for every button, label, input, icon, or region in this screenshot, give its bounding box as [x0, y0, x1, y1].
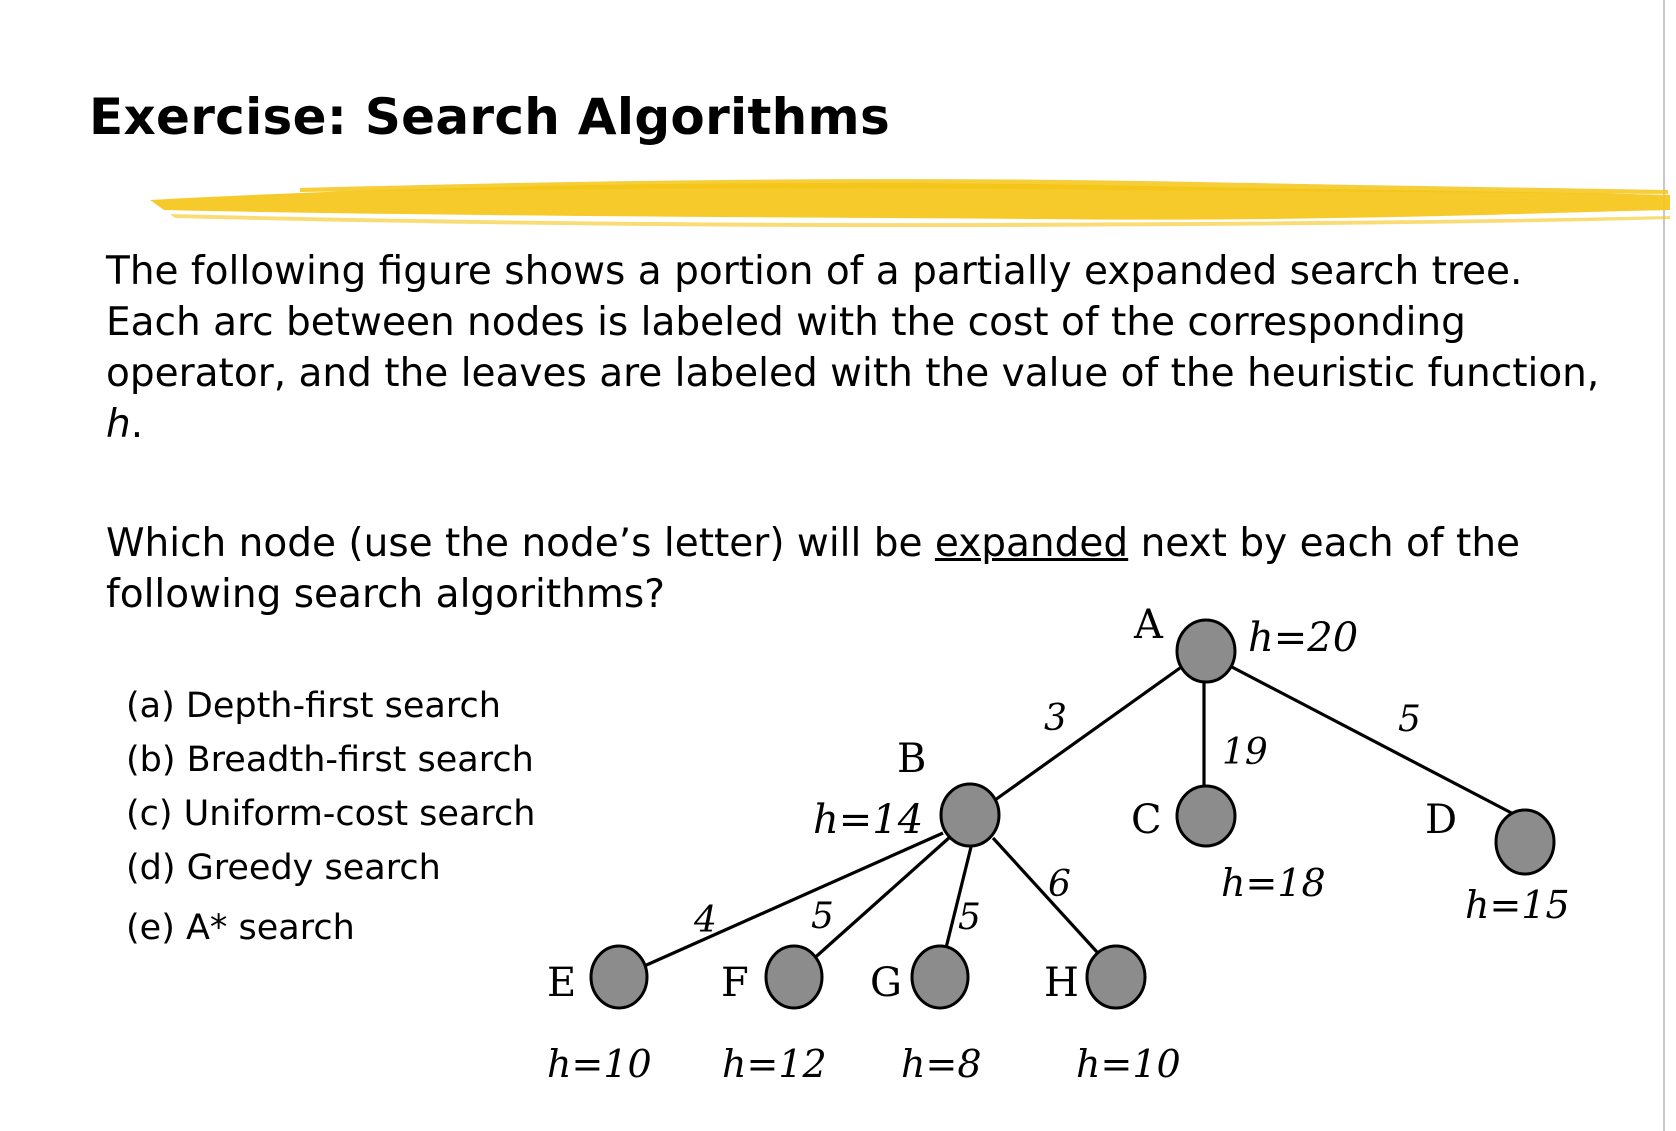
edge-b-h-cost: 6: [1048, 864, 1071, 905]
node-b-circle: [941, 784, 999, 846]
edge-b-f-cost: 5: [811, 896, 834, 937]
node-h-heuristic: h=10: [1076, 1042, 1181, 1086]
edge-a-d-cost: 5: [1398, 699, 1421, 740]
node-d-heuristic: h=15: [1465, 883, 1570, 927]
node-e-label: E: [547, 960, 577, 1006]
node-f-label: F: [721, 960, 749, 1006]
expanded-underlined-word: expanded: [934, 521, 1129, 566]
question-line-2: following search algorithms?: [106, 572, 665, 617]
node-e-heuristic: h=10: [547, 1042, 652, 1086]
question-suffix: next by each of the: [1128, 521, 1521, 566]
edge-a-b-cost: 3: [1044, 698, 1067, 739]
heuristic-symbol: h: [106, 402, 131, 447]
option-uniform-cost: (c) Uniform-cost search: [126, 794, 536, 834]
node-c-heuristic: h=18: [1221, 861, 1326, 905]
option-greedy: (d) Greedy search: [126, 848, 441, 888]
node-e-circle: [591, 946, 647, 1008]
option-breadth-first: (b) Breadth-first search: [126, 740, 534, 780]
option-a-star: (e) A* search: [126, 908, 355, 948]
intro-period: .: [130, 402, 144, 447]
node-g-heuristic: h=8: [901, 1042, 982, 1086]
option-depth-first: (a) Depth-first search: [126, 686, 501, 726]
question-prefix: Which node (use the node’s letter) will be: [106, 521, 935, 566]
node-f-heuristic: h=12: [722, 1042, 827, 1086]
intro-line-3: operator, and the leaves are labeled with the value of the heuristic function,: [106, 351, 1600, 396]
node-a-heuristic: h=20: [1248, 615, 1359, 661]
node-c-circle: [1177, 786, 1235, 846]
edge-a-d: [1230, 666, 1525, 820]
node-b-label: B: [897, 736, 927, 782]
slide-title: Exercise: Search Algorithms: [89, 88, 891, 146]
edge-b-g-cost: 5: [958, 897, 981, 938]
node-b-heuristic: h=14: [813, 797, 924, 843]
node-c-label: C: [1131, 797, 1162, 843]
intro-line-1: The following figure shows a portion of a partially expanded search tree.: [106, 249, 1523, 294]
node-a-label: A: [1134, 602, 1163, 648]
node-d-label: D: [1425, 797, 1458, 843]
node-a-circle: [1177, 620, 1235, 682]
node-g-circle: [912, 946, 968, 1008]
edge-b-e-cost: 4: [694, 900, 717, 941]
edge-b-h: [993, 838, 1097, 952]
node-f-circle: [766, 946, 822, 1008]
intro-line-2: Each arc between nodes is labeled with the cost of the corresponding: [106, 300, 1466, 345]
edge-a-b: [995, 668, 1180, 800]
node-h-circle: [1087, 946, 1145, 1008]
node-h-label: H: [1044, 960, 1079, 1006]
node-d-circle: [1496, 810, 1554, 874]
node-g-label: G: [870, 960, 902, 1006]
edge-a-c-cost: 19: [1222, 732, 1268, 773]
